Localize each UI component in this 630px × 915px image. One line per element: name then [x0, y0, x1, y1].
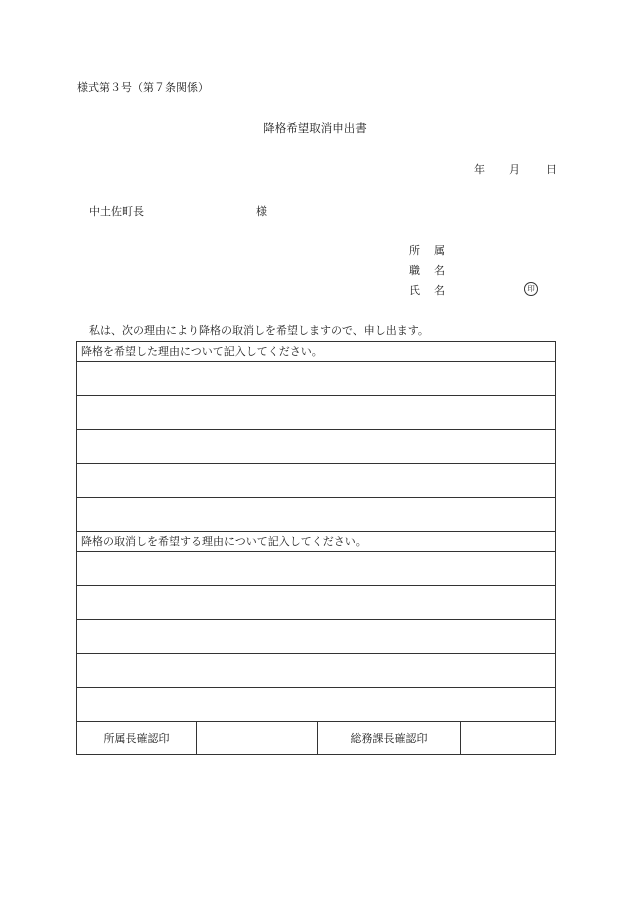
original-reason-line[interactable]	[77, 464, 556, 498]
seal-mark: 印	[524, 282, 538, 296]
original-reason-line[interactable]	[77, 430, 556, 464]
cancel-reason-line[interactable]	[77, 654, 556, 688]
position-label: 職 名	[409, 264, 445, 277]
department-head-seal-label: 所属長確認印	[77, 722, 197, 755]
addressee-honorific: 様	[256, 205, 267, 218]
form-number: 様式第３号（第７条関係）	[77, 81, 209, 94]
section-heading-cancel-reason: 降格の取消しを希望する理由について記入してください。	[77, 532, 556, 552]
name-label: 氏 名	[409, 284, 445, 297]
cancel-reason-line[interactable]	[77, 552, 556, 586]
addressee-name: 中土佐町長	[89, 205, 144, 218]
date-month-label: 月	[509, 163, 520, 176]
document-title: 降格希望取消申出書	[263, 121, 367, 135]
cancel-reason-line[interactable]	[77, 586, 556, 620]
cancel-reason-line[interactable]	[77, 688, 556, 722]
date-year-label: 年	[474, 163, 485, 176]
statement-text: 私は、次の理由により降格の取消しを希望しますので、申し出ます。	[89, 324, 429, 337]
original-reason-line[interactable]	[77, 396, 556, 430]
reason-form-table	[76, 341, 556, 755]
general-affairs-head-seal-box[interactable]	[461, 722, 556, 755]
department-head-seal-box[interactable]	[197, 722, 318, 755]
affiliation-label: 所 属	[409, 244, 445, 257]
original-reason-line[interactable]	[77, 362, 556, 396]
original-reason-line[interactable]	[77, 498, 556, 532]
general-affairs-head-seal-label: 総務課長確認印	[318, 722, 461, 755]
section-heading-original-reason: 降格を希望した理由について記入してください。	[77, 342, 556, 362]
cancel-reason-line[interactable]	[77, 620, 556, 654]
date-line	[474, 164, 557, 175]
date-day-label: 日	[546, 163, 557, 176]
